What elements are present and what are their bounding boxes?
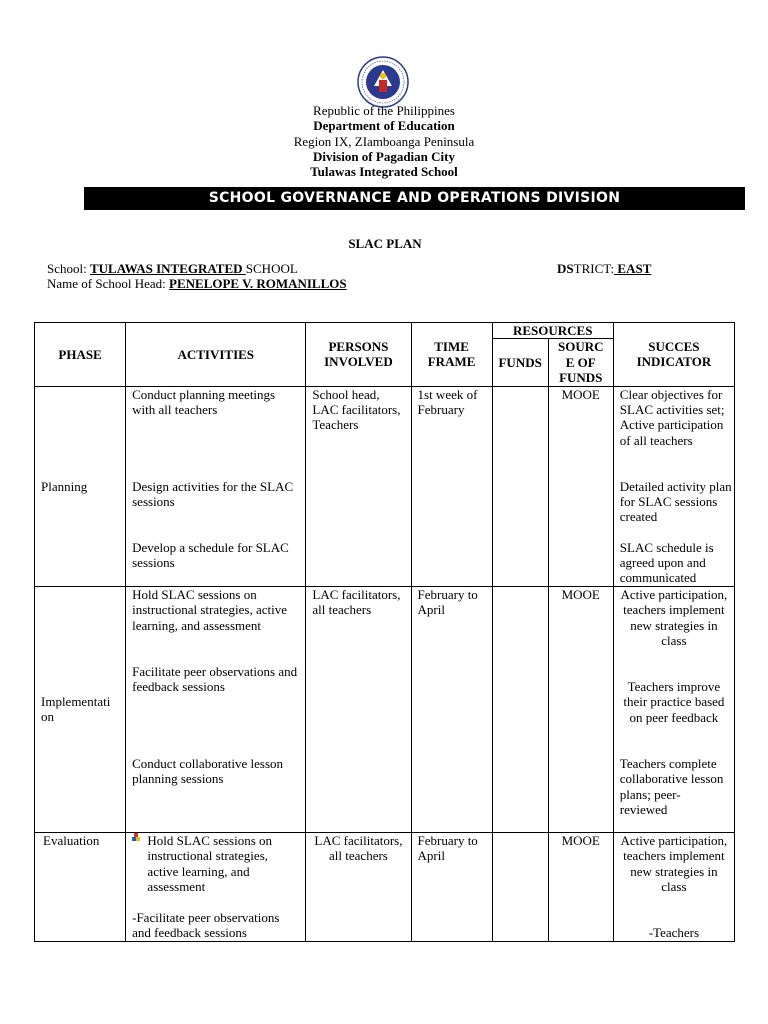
indicator-item: Teachers improve their practice based on peer feedback — [623, 678, 725, 725]
header-activities: ACTIVITIES — [126, 323, 306, 387]
table-row — [35, 586, 735, 832]
school-head-value: PENELOPE V. ROMANILLOS — [169, 276, 347, 291]
header-division: Division of Pagadian City — [313, 149, 455, 164]
header-persons: PERSONS INVOLVED — [306, 323, 411, 387]
activity-item: Conduct collaborative lesson planning sessions — [132, 755, 284, 787]
indicator-item: Clear objectives for SLAC activities set; Active participation of all teachers — [619, 386, 725, 448]
school-value: TULAWAS INTEGRATED — [89, 261, 246, 276]
division-banner: SCHOOL GOVERNANCE AND OPERATIONS DIVISION — [84, 187, 745, 210]
activity-item: Hold SLAC sessions on instructional strategies, active learning, and assessment — [132, 586, 287, 633]
school-head-line — [47, 276, 347, 291]
school-label: School: — [47, 261, 90, 276]
indicator-item: -Teachers — [648, 924, 700, 940]
indicator-item: Detailed activity plan for SLAC sessions created — [619, 478, 732, 525]
school-line — [47, 261, 298, 276]
header-region: Region IX, ZIamboanga Peninsula — [293, 134, 475, 149]
slac-plan-table — [34, 322, 735, 942]
activity-item: -Facilitate peer observations and feedback sessions — [132, 909, 280, 941]
activity-item-text: Hold SLAC sessions on instructional strategies, active learning, and assessment — [147, 832, 273, 895]
indicator-item: Teachers complete collaborative lesson plans; peer-reviewed — [619, 755, 724, 818]
table-row — [35, 386, 735, 586]
persons-cell: LAC facilitators, all teachers — [306, 586, 411, 832]
header-phase: PHASE — [35, 323, 126, 387]
header-success-indicator: SUCCES INDICATOR — [613, 323, 734, 387]
indicator-item: Active participation, teachers implement new strategies in class — [620, 832, 728, 895]
district-label: TRICT: — [573, 261, 615, 276]
district-label-bold: DS — [557, 261, 574, 276]
funds-cell — [492, 586, 548, 832]
colorful-bullet-icon — [132, 833, 135, 842]
header-time-frame: TIME FRAME — [411, 323, 492, 387]
activity-item: Design activities for the SLAC sessions — [132, 478, 294, 510]
header-resources: RESOURCES — [492, 323, 613, 339]
activity-item: Conduct planning meetings with all teachers — [132, 386, 276, 418]
time-frame-cell: February to April — [411, 586, 492, 832]
source-cell: MOOE — [548, 586, 613, 832]
persons-cell: LAC facilitators, all teachers — [306, 832, 411, 941]
indicator-item: SLAC schedule is agreed upon and communicated — [619, 539, 714, 586]
phase-cell: Evaluation — [35, 832, 126, 941]
time-frame-cell: 1st week of February — [411, 386, 492, 586]
table-row — [35, 832, 735, 941]
deped-seal-logo — [357, 56, 409, 108]
indicator-cell — [613, 586, 734, 832]
source-cell: MOOE — [548, 386, 613, 586]
activities-cell — [126, 586, 306, 832]
header-republic: Republic of the Philippines — [313, 103, 455, 118]
district-line — [557, 261, 651, 276]
header-department: Department of Education — [313, 118, 455, 133]
indicator-cell — [613, 386, 734, 586]
activity-item: Facilitate peer observations and feedback sessions — [132, 663, 298, 695]
activity-item: Develop a schedule for SLAC sessions — [132, 539, 289, 571]
indicator-cell — [613, 832, 734, 941]
activity-item — [132, 833, 299, 910]
time-frame-cell: February to April — [411, 832, 492, 941]
phase-cell: Planning — [35, 386, 126, 586]
header-funds: FUNDS — [492, 339, 548, 386]
header-source-of-funds: SOURC E OF FUNDS — [548, 339, 613, 386]
persons-cell: School head, LAC facilitators, Teachers — [306, 386, 411, 586]
phase-cell: Implementati on — [35, 586, 126, 832]
header-school: Tulawas Integrated School — [310, 164, 458, 179]
source-cell: MOOE — [548, 832, 613, 941]
school-value-tail: SCHOOL — [245, 261, 298, 276]
funds-cell — [492, 832, 548, 941]
indicator-item: Active participation, teachers implement new strategies in class — [620, 586, 728, 649]
plan-title: SLAC PLAN — [348, 236, 422, 251]
activities-cell — [126, 832, 306, 941]
school-head-label: Name of School Head: — [47, 276, 170, 291]
district-value: EAST — [614, 261, 652, 276]
funds-cell — [492, 386, 548, 586]
activities-cell — [126, 386, 306, 586]
